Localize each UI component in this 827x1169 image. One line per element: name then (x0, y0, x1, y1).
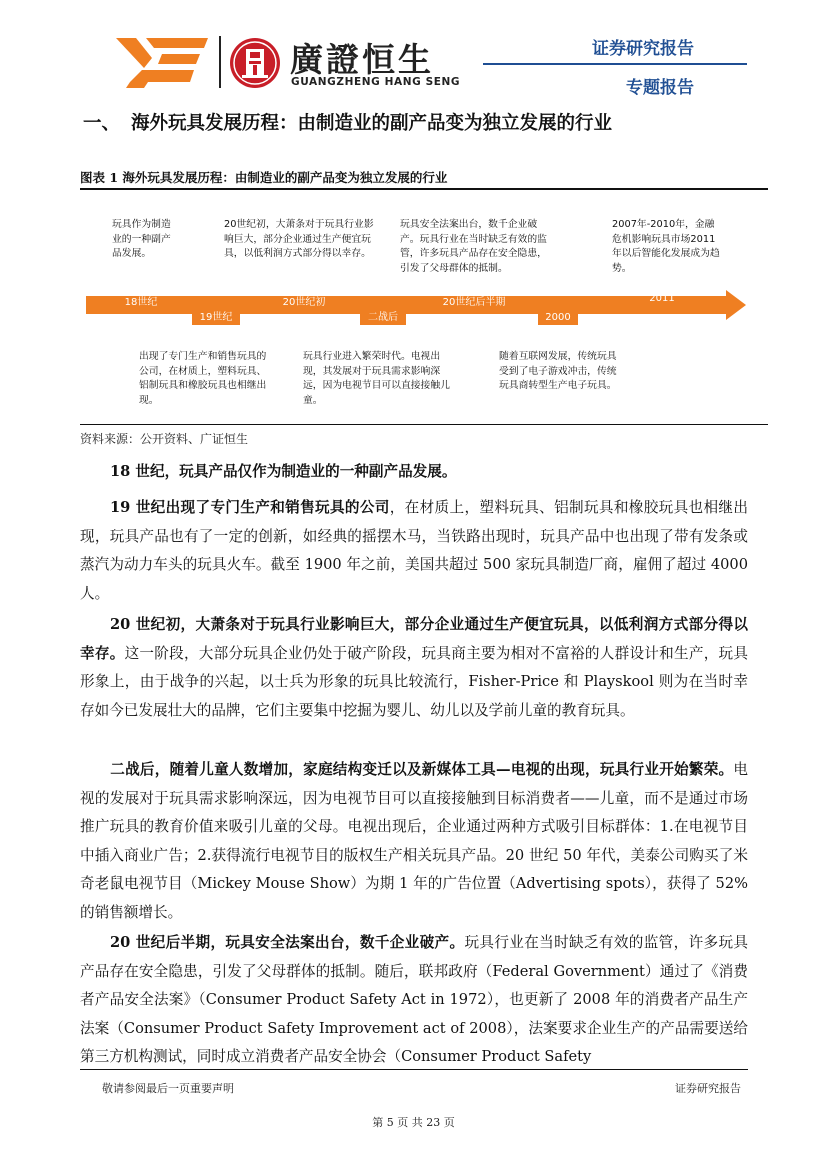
timeline-label: 二战后 (368, 312, 398, 323)
logo-divider (219, 36, 221, 88)
paragraph-lead: 20 世纪初，大萧条对于玩具行业影响巨大，部分企业通过生产便宜玩具，以低利润方式部分得以幸存。 (80, 616, 748, 662)
timeline-arrow (86, 290, 746, 320)
timeline-event-text: 随着互联网发展，传统玩具受到了电子游戏冲击，传统玩具商转型生产电子玩具。 (499, 351, 617, 392)
logo-chinese-name: 廣證恒生 (290, 40, 434, 79)
footer-disclaimer: 敬请参阅最后一页重要声明 (102, 1082, 234, 1095)
timeline-label: 20世纪后半期 (442, 297, 506, 308)
figure-title: 图表 1 海外玩具发展历程：由制造业的副产品变为独立发展的行业 (80, 170, 448, 185)
body-paragraph (80, 756, 748, 928)
body-paragraph (80, 929, 748, 1072)
paragraph-lead: 18 世纪，玩具产品仅作为制造业的一种副产品发展。 (110, 463, 457, 480)
timeline-event-text: 玩具作为制造业的一种副产品发展。 (112, 219, 171, 260)
footer-report-type: 证券研究报告 (675, 1082, 741, 1095)
figure-bottom-rule (80, 424, 768, 425)
report-subtype-label: 专题报告 (626, 78, 694, 98)
report-type-label: 证券研究报告 (592, 39, 694, 59)
timeline-label-box (192, 310, 240, 325)
paragraph-text: ，在材质上，塑料玩具、铝制玩具和橡胶玩具也相继出现，玩具产品也有了一定的创新，如经典的摇摆木马，当铁路出现时，玩具产品中也出现了带有发条或蒸汽为动力车头的玩具火车。截至 1900 年之前，美国共超过 500 家玩具制造厂商，雇佣了超过 4000 人。 (80, 499, 748, 602)
section-number: 一、 (83, 113, 121, 134)
paragraph-lead: 20 世纪后半期，玩具安全法案出台，数千企业破产。 (110, 934, 465, 951)
logo-english-name: GUANGZHENG HANG SENG (291, 76, 461, 88)
timeline-label: 20世纪初 (282, 297, 326, 308)
logo-seal-icon (229, 37, 281, 89)
paragraph-text: 电视的发展对于玩具需求影响深远，因为电视节目可以直接接触到目标消费者——儿童，而不是通过市场推广玩具的教育价值来吸引儿童的父母。电视出现后，企业通过两种方式吸引目标群体：1.在电视节目中插入商业广告；2.获得流行电视节目的版权生产相关玩具产品。20 世纪 50 年代，美泰公司购买了米奇老鼠电视节目（Mickey Mouse Show）为期 1 年的广告位置（Advertising spots），获得了 52% 的销售额增长。 (80, 761, 748, 921)
timeline-label: 19世纪 (199, 312, 233, 323)
timeline-label-box (360, 310, 406, 325)
timeline-event-text: 玩具安全法案出台，数千企业破产。玩具行业在当时缺乏有效的监管，许多玩具产品存在安全隐患，引发了父母群体的抵制。 (400, 219, 547, 274)
timeline-label: 2011 (649, 293, 675, 304)
timeline-label: 2000 (545, 312, 571, 323)
section-title: 海外玩具发展历程：由制造业的副产品变为独立发展的行业 (131, 113, 613, 134)
timeline-event-text: 出现了专门生产和销售玩具的公司，在材质上，塑料玩具、铝制玩具和橡胶玩具也相继出现。 (139, 351, 267, 406)
body-paragraph (80, 494, 748, 608)
paragraph-text: 玩具行业在当时缺乏有效的监管，许多玩具产品存在安全隐患，引发了父母群体的抵制。随后，联邦政府（Federal Government）通过了《消费者产品安全法案》（Consumer Product Safety Act in 1972），也更新了 2008 年的消费者产品生产法案（Consumer Product Safety Improvement act of 2008），法案要求企业生产的产品需要送给第三方机构测试，同时成立消费者产品安全协会（Consumer Product Safety (80, 934, 748, 1066)
timeline-event-text: 20世纪初，大萧条对于玩具行业影响巨大，部分企业通过生产便宜玩具，以低利润方式部分得以幸存。 (224, 219, 374, 260)
body-paragraph (80, 611, 748, 725)
section-heading (83, 109, 612, 135)
figure-source: 资料来源：公开资料、广证恒生 (80, 432, 249, 446)
paragraph-lead: 19 世纪出现了专门生产和销售玩具的公司 (110, 499, 390, 516)
body-paragraph (80, 458, 748, 487)
timeline-label-box (538, 310, 578, 325)
header-rule (483, 63, 747, 65)
timeline-event-text: 2007年-2010年，金融危机影响玩具市场2011年以后智能化发展成为趋势。 (612, 219, 720, 274)
paragraph-lead: 二战后，随着儿童人数增加，家庭结构变迁以及新媒体工具—电视的出现，玩具行业开始繁荣。 (110, 761, 734, 778)
figure-top-rule (80, 188, 768, 190)
paragraph-text: 这一阶段，大部分玩具企业仍处于破产阶段，玩具商主要为相对不富裕的人群设计和生产，玩具形象上，由于战争的兴起，以士兵为形象的玩具比较流行，Fisher-Price 和 Playskool 则为在当时幸存如今已发展壮大的品牌，它们主要集中挖掘为婴儿、幼儿以及学前儿童的教育玩具。 (80, 644, 748, 719)
logo-ye-mark (116, 30, 208, 90)
footer-rule (80, 1069, 748, 1070)
page-number: 第 5 页 共 23 页 (372, 1116, 455, 1129)
timeline-label: 18世纪 (124, 297, 158, 308)
timeline-event-text: 玩具行业进入繁荣时代。电视出现，其发展对于玩具需求影响深远，因为电视节目可以直接接触儿童。 (303, 351, 450, 406)
